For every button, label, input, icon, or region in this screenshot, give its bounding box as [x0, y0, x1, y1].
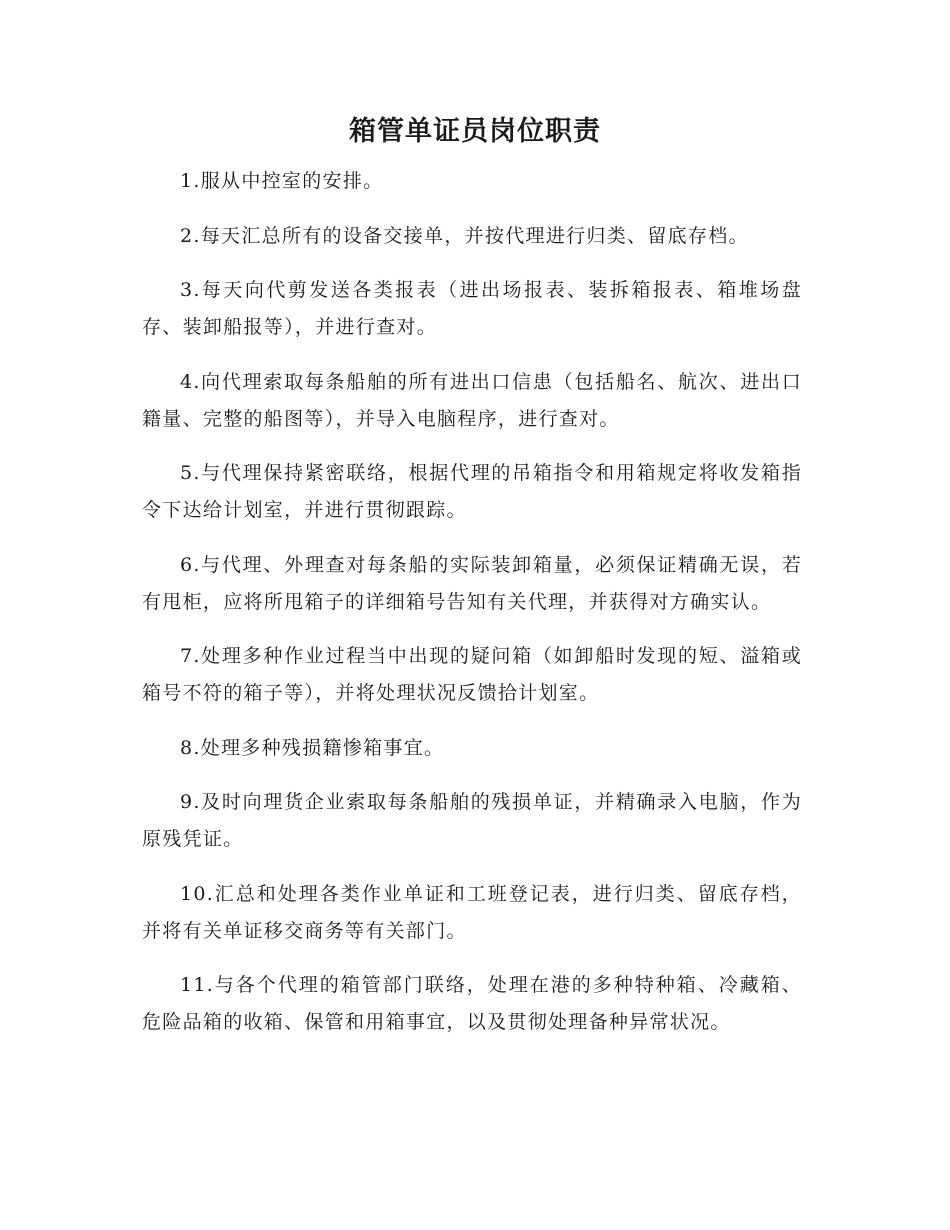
duty-item-2: 2.每天汇总所有的设备交接单，并按代理进行归类、留底存档。 — [180, 224, 749, 247]
document-title: 箱管单证员岗位职责 — [349, 116, 601, 147]
document-body — [142, 163, 802, 1059]
duty-item-6: 6.与代理、外理查对每条船的实际装卸箱量，必须保证精确无误，若有甩柜，应将所甩箱子的详细箱号告知有关代理，并获得对方确实认。 — [142, 553, 802, 613]
duty-item-4: 4.向代理索取每条船舶的所有进出口信患（包括船名、航次、进出口籍量、完整的船图等），并导入电脑程序，进行查对。 — [142, 370, 802, 430]
duty-item-7: 7.处理多种作业过程当中出现的疑问箱（如卸船时发现的短、溢箱或箱号不符的箱子等），并将处理状况反馈拾计划室。 — [142, 645, 802, 704]
duty-item-9: 9.及时向理货企业索取每条船舶的残损单证，并精确录入电脑，作为原残凭证。 — [142, 791, 802, 850]
duty-item-11: 11.与各个代理的箱管部门联络，处理在港的多种特种箱、冷藏箱、危险品箱的收箱、保管和用箱事宜，以及贯彻处理备种异常状况。 — [142, 974, 802, 1033]
duty-item-8: 8.处理多种残损籍惨箱事宜。 — [180, 736, 445, 759]
duty-item-10: 10.汇总和处理各类作业单证和工班登记表，进行归类、留底存档，并将有关单证移交商务等有关部门。 — [142, 882, 802, 942]
duty-item-1: 1.服从中控室的安排。 — [180, 170, 384, 192]
duty-item-3: 3.每天向代剪发送各类报表（进出场报表、装拆箱报表、箱堆场盘存、装卸船报等），并进行查对。 — [142, 279, 802, 338]
duty-item-5: 5.与代理保持紧密联络，根据代理的吊箱指令和用箱规定将收发箱指令下达给计划室，并进行贯彻跟踪。 — [142, 462, 802, 521]
